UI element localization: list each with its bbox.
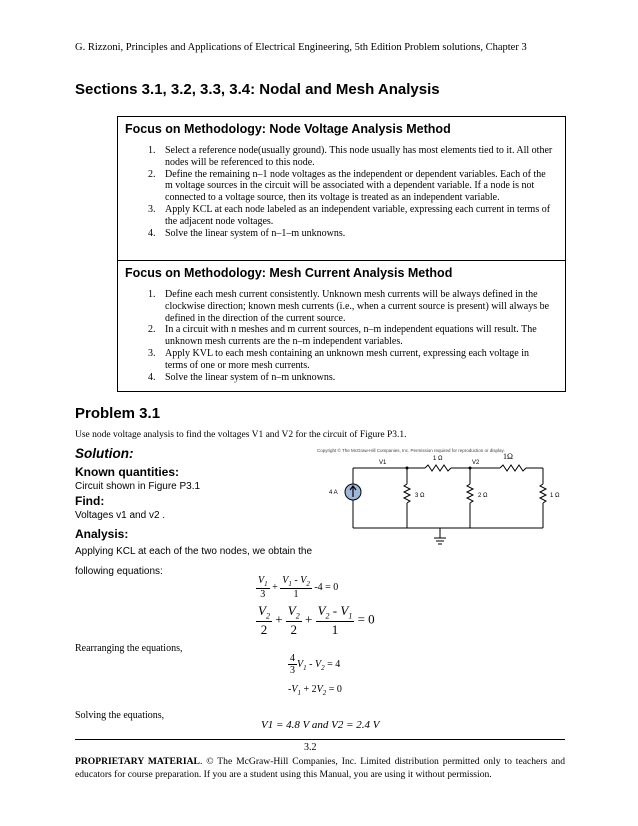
resistor-top-1: [425, 465, 451, 471]
label-r3: 3 Ω: [415, 493, 425, 499]
analysis-text-1: Applying KCL at each of the two nodes, we obtain the: [75, 546, 313, 557]
equation-rearranged-2: $-V_1 + 2V_2 = 0$: [288, 684, 342, 697]
mesh-method-box: [117, 260, 566, 392]
list-item: 3. Apply KCL at each node labeled as an independent variable, expressing each current in terms of the adjacent node voltages.: [148, 203, 551, 227]
label-r2: 2 Ω: [478, 493, 488, 499]
label-v1: V1: [379, 460, 387, 466]
list-item: 1. Define each mesh current consistently. Unknown mesh currents will be always defined in the clockwise direction; known mesh currents (i.e., when a current source is present) will always be defined in the direction of the current source.: [148, 289, 550, 324]
resistor-1-ohm: [540, 484, 546, 503]
problem-statement: Use node voltage analysis to find the voltages V1 and V2 for the circuit of Figure P3.1.: [75, 430, 407, 440]
label-source: 4 A: [329, 490, 338, 496]
footer-notice: [75, 755, 565, 781]
label-r-top-2: 1Ω: [503, 452, 513, 461]
list-item: 3. Apply KVL to each mesh containing an unknown mesh current, expressing each voltage in terms of one or more mesh currents.: [148, 347, 529, 371]
equation-kcl-1: $\frac{V_1}{3}$ + $\frac{V_1 - V_2}{1}$ -4 = 0: [258, 575, 339, 600]
list-item: 1. Select a reference node(usually ground). This node usually has most elements tied to it. All other nodes will be referenced to this node.: [148, 145, 553, 168]
footer-text: . © The McGraw-Hill Companies, Inc. Limited distribution permitted only to teachers and educators for course preparation. If you are a student using this Manual, you are using it without permission.: [75, 756, 565, 780]
running-header: G. Rizzoni, Principles and Applications of Electrical Engineering, 5th Edition Problem solutions, Chapter 3: [75, 42, 527, 53]
label-v2: V2: [472, 460, 480, 466]
analysis-heading: Analysis:: [75, 527, 129, 541]
equation-kcl-2: $\frac{V_2}{2}$ + $\frac{V_2}{2}$ + $\frac{V_2 - V_1}{1}$ = 0: [258, 603, 375, 637]
node-method-box: [117, 116, 566, 261]
rearranging-text: Rearranging the equations,: [75, 643, 183, 654]
list-item: 2. Define the remaining n–1 node voltages as the independent or dependent variables. Each of the m voltage sources in the circuit will be associated with a dependent variable. If a node is not connected to a voltage source, then its voltage is treated as an independent variable.: [148, 168, 546, 204]
resistor-2-ohm: [467, 484, 473, 503]
result-equation: V1 = 4.8 V and V2 = 2.4 V: [261, 719, 380, 731]
figure-copyright: Copyright © The McGraw-Hill Companies, Inc. Permission required for reproduction or display.: [317, 448, 505, 453]
find-text: Voltages v1 and v2 .: [75, 510, 166, 521]
node-method-steps: [148, 145, 553, 239]
analysis-text-2: following equations:: [75, 566, 163, 577]
find-heading: Find:: [75, 494, 105, 508]
circuit-figure: [315, 446, 565, 550]
resistor-3-ohm: [404, 484, 410, 503]
solution-heading: Solution:: [75, 446, 134, 461]
footer-divider: [75, 739, 565, 740]
list-item: 2. In a circuit with n meshes and m current sources, n–m independent equations will result. The unknown mesh currents are the n–m independent variables.: [148, 324, 537, 348]
equation-rearranged-1: $\frac{4}{3}$ $V_1 - V_2 = 4$: [290, 653, 341, 676]
footer-bold: PROPRIETARY MATERIAL: [75, 756, 200, 767]
problem-title: Problem 3.1: [75, 405, 161, 422]
solving-text: Solving the equations,: [75, 710, 165, 721]
resistor-top-2: [500, 465, 526, 471]
section-title: Sections 3.1, 3.2, 3.3, 3.4: Nodal and Mesh Analysis: [75, 81, 440, 98]
node-method-title: Focus on Methodology: Node Voltage Analysis Method: [125, 122, 451, 136]
list-item: 4. Solve the linear system of n–1–m unknowns.: [148, 227, 346, 239]
label-r1: 1 Ω: [550, 493, 560, 499]
label-r-top-1: 1 Ω: [433, 456, 443, 462]
known-heading: Known quantities:: [75, 465, 179, 479]
mesh-method-title: Focus on Methodology: Mesh Current Analysis Method: [125, 266, 453, 280]
page-number: 3.2: [304, 742, 317, 753]
list-item: 4. Solve the linear system of n–m unknowns.: [148, 371, 336, 383]
known-text: Circuit shown in Figure P3.1: [75, 481, 201, 492]
mesh-method-steps: [148, 289, 553, 383]
